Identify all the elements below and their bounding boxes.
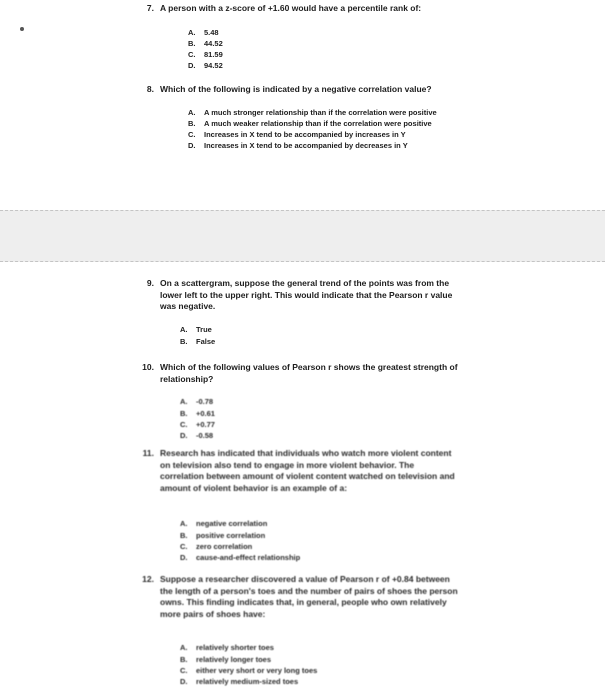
option-text: +0.61 <box>196 409 215 418</box>
option-letter: A. <box>188 108 196 117</box>
option-letter: C. <box>188 50 196 59</box>
option-letter: A. <box>180 325 188 334</box>
question-text: Suppose a researcher discovered a value of Pearson r of +0.84 between the length of a person's toes and the number of pairs of shoes the person owns. This finding indicates that, in general, people who own relatively more pairs of shoes have: <box>160 574 458 619</box>
option-letter: B. <box>188 119 196 128</box>
option-text: Increases in X tend to be accompanied by decreases in Y <box>204 141 408 150</box>
option-text: 5.48 <box>204 28 219 37</box>
option-text: negative correlation <box>196 519 268 528</box>
option-letter: A. <box>180 643 188 652</box>
option-letter: B. <box>180 531 188 540</box>
option-text: relatively shorter toes <box>196 643 274 652</box>
question-number: 12. <box>142 574 154 584</box>
quiz-sheet-top <box>10 0 605 210</box>
question-text: Which of the following values of Pearson r shows the greatest strength of relationship? <box>160 362 458 384</box>
option-letter: B. <box>180 337 188 346</box>
option-letter: D. <box>188 141 196 150</box>
option-letter: C. <box>180 542 188 551</box>
question-number: 7. <box>146 3 154 13</box>
option-text: 94.52 <box>204 61 223 70</box>
option-text: 44.52 <box>204 39 223 48</box>
question-number: 9. <box>146 278 154 288</box>
option-text: either very short or very long toes <box>196 666 318 675</box>
option-text: Increases in X tend to be accompanied by increases in Y <box>204 130 406 139</box>
option-letter: A. <box>180 397 188 406</box>
option-text: A much stronger relationship than if the correlation were positive <box>204 108 437 117</box>
option-letter: C. <box>188 130 196 139</box>
option-text: -0.78 <box>196 397 214 406</box>
option-letter: C. <box>180 666 188 675</box>
option-letter: B. <box>180 409 188 418</box>
option-letter: B. <box>180 655 188 664</box>
option-text: 81.59 <box>204 50 223 59</box>
option-letter: D. <box>180 677 188 686</box>
option-letter: A. <box>180 519 188 528</box>
question-number: 11. <box>142 448 154 458</box>
option-letter: B. <box>188 39 196 48</box>
option-text: cause-and-effect relationship <box>196 553 301 562</box>
option-text: zero correlation <box>196 542 253 551</box>
option-letter: A. <box>188 28 196 37</box>
option-letter: D. <box>180 431 188 440</box>
option-letter: D. <box>188 61 196 70</box>
option-text: positive correlation <box>196 531 266 540</box>
question-number: 8. <box>146 84 154 94</box>
option-text: True <box>196 325 212 334</box>
question-text: On a scattergram, suppose the general trend of the points was from the lower left to the upper right. This would indicate that the Pearson r value was negative. <box>160 278 453 311</box>
option-text: +0.77 <box>196 420 215 429</box>
question-number: 10. <box>142 362 154 372</box>
option-text: A much weaker relationship than if the correlation were positive <box>204 119 432 128</box>
page-separator <box>0 210 605 262</box>
option-text: relatively longer toes <box>196 655 272 664</box>
option-text: -0.58 <box>196 431 214 440</box>
bullet-dot <box>20 27 24 31</box>
option-text: relatively medium-sized toes <box>196 677 299 686</box>
question-text: Which of the following is indicated by a negative correlation value? <box>160 84 432 94</box>
option-letter: C. <box>180 420 188 429</box>
option-text: False <box>196 337 216 346</box>
question-text: Research has indicated that individuals who watch more violent content on television also tend to engage in more violent behavior. The correlation between amount of violent content watched on television and amount of violent behavior is an example of a: <box>160 448 455 493</box>
question-text: A person with a z-score of +1.60 would have a percentile rank of: <box>160 3 422 13</box>
quiz-sheet-bottom <box>10 262 605 700</box>
option-letter: D. <box>180 553 188 562</box>
